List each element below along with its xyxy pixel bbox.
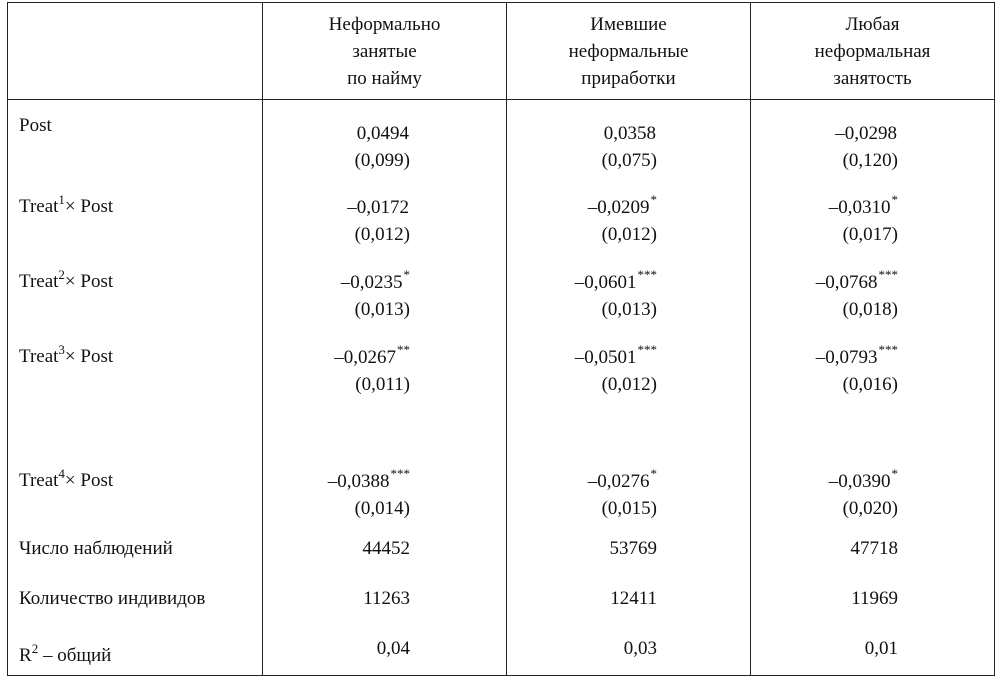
table-row-individuals bbox=[8, 585, 995, 635]
se-value: (0,015) bbox=[601, 498, 657, 519]
se-value: (0,099) bbox=[354, 150, 410, 171]
cell-observations-col1: 44452 bbox=[263, 535, 507, 585]
cell-observations-col3: 47718 bbox=[751, 535, 995, 585]
coef-value: –0,0172 bbox=[347, 197, 409, 218]
table-row-treat3 bbox=[8, 336, 995, 460]
se-value: (0,011) bbox=[355, 374, 410, 395]
row-label-observations: Число наблюдений bbox=[8, 535, 263, 585]
cell-r2-col3: 0,01 bbox=[751, 635, 995, 676]
coef-value: –0,0768 bbox=[815, 272, 878, 293]
cell-treat3-col2: –0,0501*** (0,012) bbox=[507, 336, 751, 460]
cell-treat2-col3: –0,0768*** (0,018) bbox=[751, 261, 995, 336]
cell-r2-col2: 0,03 bbox=[507, 635, 751, 676]
coef-value: –0,0209 bbox=[587, 197, 650, 218]
cell-individuals-col3: 11969 bbox=[751, 585, 995, 635]
coef-value: –0,0310 bbox=[828, 197, 891, 218]
se-value: (0,075) bbox=[601, 150, 657, 171]
se-value: (0,013) bbox=[601, 299, 657, 320]
cell-treat3-col1: –0,0267** (0,011) bbox=[263, 336, 507, 460]
coef-value: 0,0494 bbox=[356, 123, 409, 144]
se-value: (0,016) bbox=[842, 374, 898, 395]
table-row-treat2 bbox=[8, 261, 995, 336]
header-informal-employees: Неформально занятые по найму bbox=[263, 3, 507, 100]
cell-post-col3 bbox=[751, 100, 995, 187]
se-value: (0,120) bbox=[842, 150, 898, 171]
se-value: (0,018) bbox=[842, 299, 898, 320]
cell-treat1-col2: –0,0209* (0,012) bbox=[507, 186, 751, 261]
coef-value: –0,0298 bbox=[835, 123, 897, 144]
header-informal-side-jobs: Имевшие неформальные приработки bbox=[507, 3, 751, 100]
cell-individuals-col1: 11263 bbox=[263, 585, 507, 635]
row-label-post: Post bbox=[8, 100, 263, 187]
cell-treat1-col1 bbox=[263, 186, 507, 261]
regression-table bbox=[7, 2, 995, 676]
table-row-post bbox=[8, 100, 995, 187]
coef-value: –0,0388 bbox=[327, 471, 390, 492]
row-label-treat3: Treat$^3$× Post bbox=[8, 336, 263, 460]
coef-value: –0,0601 bbox=[574, 272, 637, 293]
cell-treat4-col1: –0,0388*** (0,014) bbox=[263, 460, 507, 535]
coef-value: –0,0501 bbox=[574, 347, 637, 368]
header-empty-cell bbox=[8, 3, 263, 100]
se-value: (0,012) bbox=[601, 374, 657, 395]
cell-treat3-col3: –0,0793*** (0,016) bbox=[751, 336, 995, 460]
cell-treat4-col2: –0,0276* (0,015) bbox=[507, 460, 751, 535]
table-row-treat4 bbox=[8, 460, 995, 535]
se-value: (0,017) bbox=[842, 224, 898, 245]
cell-observations-col2: 53769 bbox=[507, 535, 751, 585]
cell-treat1-col3: –0,0310* (0,017) bbox=[751, 186, 995, 261]
table-row-treat1 bbox=[8, 186, 995, 261]
coef-value: –0,0276 bbox=[587, 471, 650, 492]
se-value: (0,012) bbox=[354, 224, 410, 245]
header-row bbox=[8, 3, 995, 100]
coef-value: –0,0390 bbox=[828, 471, 891, 492]
coef-value: –0,0267 bbox=[334, 347, 396, 368]
cell-treat4-col3: –0,0390* (0,020) bbox=[751, 460, 995, 535]
cell-individuals-col2: 12411 bbox=[507, 585, 751, 635]
table-row-observations bbox=[8, 535, 995, 585]
se-value: (0,014) bbox=[354, 498, 410, 519]
cell-treat2-col2: –0,0601*** (0,013) bbox=[507, 261, 751, 336]
row-label-individuals: Количество индивидов bbox=[8, 585, 263, 635]
cell-post-col2 bbox=[507, 100, 751, 187]
cell-treat2-col1: –0,0235* (0,013) bbox=[263, 261, 507, 336]
se-value: (0,020) bbox=[842, 498, 898, 519]
row-label-r2: $R^2$ – общий bbox=[8, 635, 263, 676]
cell-post-col1 bbox=[263, 100, 507, 187]
row-label-treat2: Treat$^2$× Post bbox=[8, 261, 263, 336]
row-label-treat4: Treat$^4$× Post bbox=[8, 460, 263, 535]
coef-value: –0,0793 bbox=[815, 347, 878, 368]
coef-value: –0,0235 bbox=[340, 272, 403, 293]
coef-value: 0,0358 bbox=[603, 123, 656, 144]
row-label-treat1: Treat$^1$× Post bbox=[8, 186, 263, 261]
cell-r2-col1: 0,04 bbox=[263, 635, 507, 676]
header-any-informal: Любая неформальная занятость bbox=[751, 3, 995, 100]
se-value: (0,012) bbox=[601, 224, 657, 245]
table-row-r2 bbox=[8, 635, 995, 676]
se-value: (0,013) bbox=[354, 299, 410, 320]
